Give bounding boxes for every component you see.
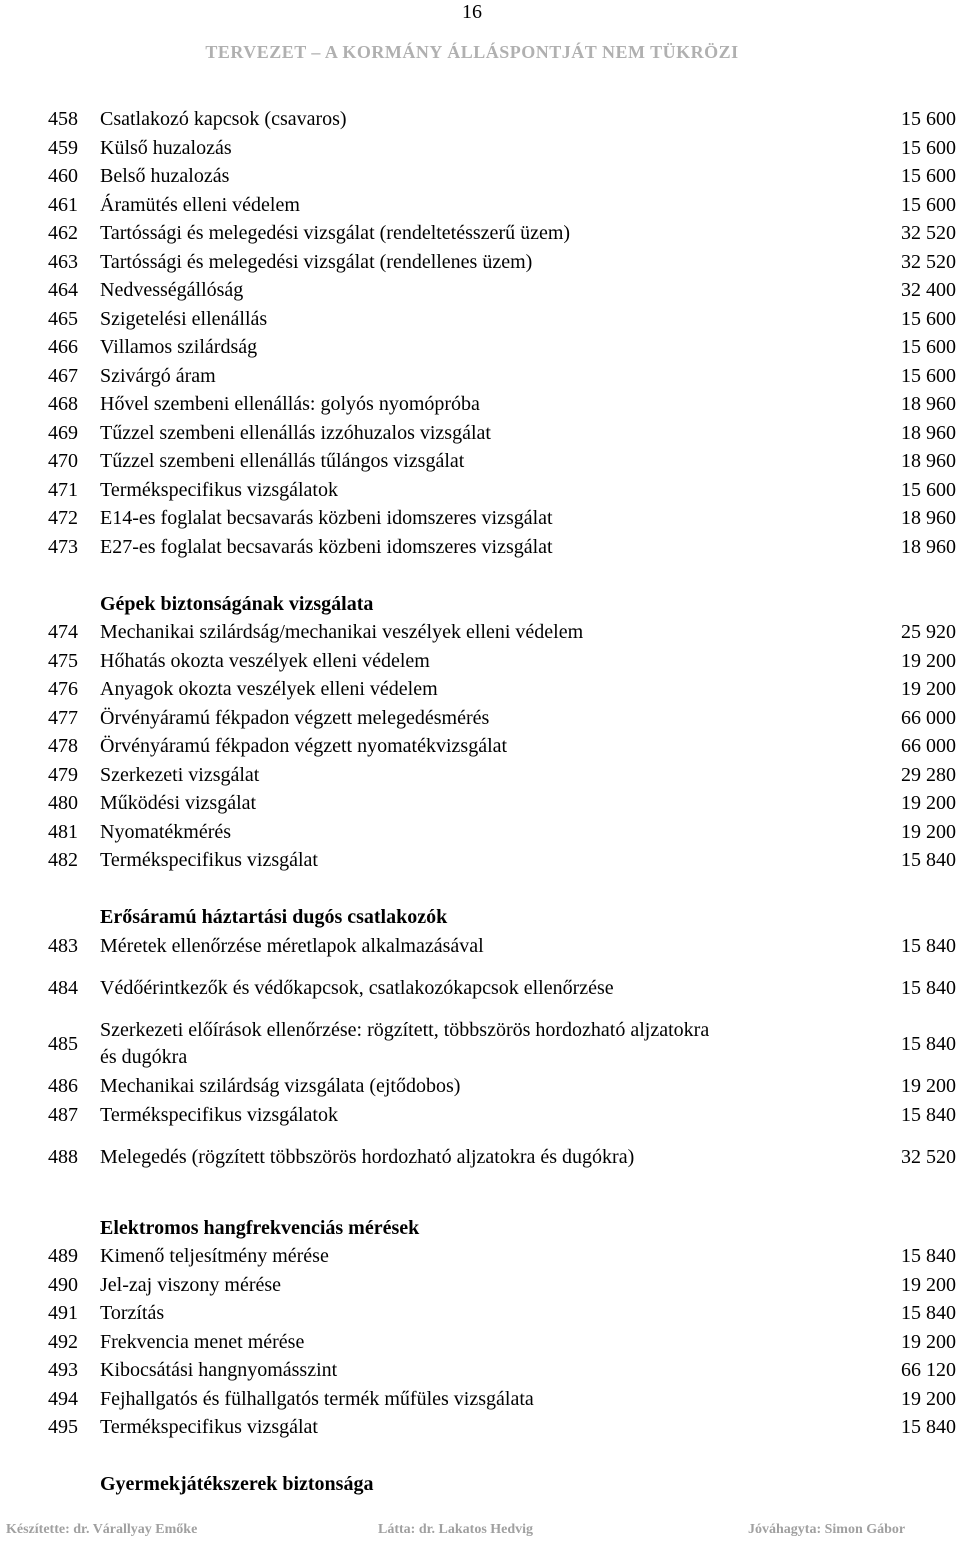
item-description: Melegedés (rögzített többszörös hordozható aljzatokra és dugókra) [100,1145,635,1168]
item-price: 66 000 [901,735,956,757]
item-price: 25 920 [901,621,956,643]
item-number: 493 [48,1359,78,1381]
item-price: 32 520 [901,250,956,273]
item-price: 29 280 [901,763,956,786]
item-description: Működési vizsgálat [100,792,257,814]
item-number: 490 [48,1273,78,1296]
item-number: 484 [48,976,78,999]
table-row [0,191,960,220]
item-description: Szerkezeti vizsgálat [100,763,260,786]
item-price: 18 960 [901,393,956,415]
table-row [0,761,960,790]
item-description: Termékspecifikus vizsgálatok [100,1103,338,1126]
item-number: 486 [48,1075,78,1097]
table-row [0,789,960,818]
item-price: 19 200 [901,792,956,814]
item-price: 18 960 [901,535,956,558]
item-number: 471 [48,478,78,501]
item-number: 458 [48,108,78,130]
footer [0,1520,960,1542]
table-row [0,447,960,476]
table-row [0,1328,960,1357]
table-row [0,1413,960,1442]
item-price: 15 600 [901,336,956,358]
price-list [0,105,960,1498]
item-price: 66 120 [901,1359,956,1381]
table-row [0,618,960,647]
item-description: Villamos szilárdság [100,336,258,358]
item-description: E27-es foglalat becsavarás közbeni idomszeres vizsgálat [100,535,553,558]
table-row [0,419,960,448]
item-description: Nyomatékmérés [100,820,232,843]
item-number: 473 [48,535,78,558]
item-number: 483 [48,934,78,957]
item-number: 489 [48,1245,78,1267]
item-price: 19 200 [901,649,956,672]
table-row [0,390,960,419]
table-row [0,476,960,505]
footer-prepared-by: Készítette: dr. Várallyay Emőke [6,1522,198,1537]
table-row [0,818,960,847]
item-number: 482 [48,849,78,871]
item-number: 480 [48,792,78,814]
section-heading: Elektromos hangfrekvenciás mérések [100,1216,420,1239]
item-price: 18 960 [901,507,956,529]
item-description: Fejhallgatós és fülhallgatós termék műfüles vizsgálata [100,1387,534,1410]
table-row [0,846,960,875]
item-description: Tűzzel szembeni ellenállás tűlángos vizsgálat [100,450,465,472]
item-description: Tűzzel szembeni ellenállás izzóhuzalos vizsgálat [100,421,491,444]
item-price: 32 400 [901,279,956,301]
item-description: Méretek ellenőrzése méretlapok alkalmazásával [100,934,484,957]
table-row [0,105,960,134]
item-price: 19 200 [901,1075,956,1097]
item-description: Külső huzalozás [100,136,232,159]
item-number: 479 [48,763,78,786]
item-price: 15 840 [901,1245,956,1267]
item-price: 15 840 [901,1032,956,1055]
item-number: 485 [48,1032,78,1055]
table-row [0,732,960,761]
item-price: 18 960 [901,450,956,472]
item-description: Jel-zaj viszony mérése [100,1273,282,1296]
section-heading: Erősáramú háztartási dugós csatlakozók [100,906,448,928]
item-number: 460 [48,165,78,187]
item-price: 15 600 [901,307,956,330]
item-number: 491 [48,1302,78,1324]
item-price: 66 000 [901,706,956,729]
item-description: Termékspecifikus vizsgálatok [100,478,338,501]
item-number: 469 [48,421,78,444]
item-number: 462 [48,222,78,244]
item-description: Szivárgó áram [100,364,216,387]
item-number: 478 [48,735,78,757]
table-row [0,362,960,391]
item-description: Termékspecifikus vizsgálat [100,849,318,871]
item-price: 15 840 [901,1302,956,1324]
table-row [0,1072,960,1101]
item-price: 15 840 [901,934,956,957]
table-row [0,162,960,191]
item-number: 470 [48,450,78,472]
table-row [0,1242,960,1271]
item-number: 464 [48,279,78,301]
item-description: Nedvességállóság [100,279,244,301]
item-price: 19 200 [901,820,956,843]
item-description: Termékspecifikus vizsgálat [100,1416,318,1438]
item-number: 488 [48,1145,78,1168]
item-description: Mechanikai szilárdság/mechanikai veszélyek elleni védelem [100,621,584,643]
table-row [0,647,960,676]
item-price: 19 200 [901,1273,956,1296]
page-number: 16 [462,1,482,23]
item-description: Örvényáramú fékpadon végzett melegedésmérés [100,706,490,729]
table-row [0,1385,960,1414]
item-number: 459 [48,136,78,159]
item-number: 477 [48,706,78,729]
footer-approved-by: Jóváhagyta: Simon Gábor [748,1522,906,1537]
item-description: Csatlakozó kapcsok (csavaros) [100,108,347,130]
item-price: 15 600 [901,165,956,187]
item-number: 475 [48,649,78,672]
item-number: 476 [48,678,78,700]
item-description: Tartóssági és melegedési vizsgálat (rendellenes üzem) [100,250,533,273]
table-row [0,1299,960,1328]
item-price: 15 600 [901,108,956,130]
section-heading: Gyermekjátékszerek biztonsága [100,1472,374,1495]
table-row [0,704,960,733]
item-price: 19 200 [901,1387,956,1410]
table-row [0,305,960,334]
item-price: 15 600 [901,193,956,216]
item-price: 18 960 [901,421,956,444]
item-description: Frekvencia menet mérése [100,1330,305,1353]
item-number: 472 [48,507,78,529]
item-description: Hőhatás okozta veszélyek elleni védelem [100,649,430,672]
table-row [0,276,960,305]
item-description: Kibocsátási hangnyomásszint [100,1359,338,1381]
item-number: 461 [48,193,78,216]
item-number: 495 [48,1416,78,1438]
item-number: 468 [48,393,78,415]
table-row [0,675,960,704]
table-row [0,134,960,163]
item-description: Védőérintkezők és védőkapcsok, csatlakozókapcsok ellenőrzése [100,976,614,999]
table-row [0,1016,960,1072]
item-number: 492 [48,1330,78,1353]
item-price: 15 600 [901,478,956,501]
item-number: 481 [48,820,78,843]
item-number: 466 [48,336,78,358]
item-description: Tartóssági és melegedési vizsgálat (rendeltetésszerű üzem) [100,222,571,244]
table-row [0,533,960,562]
table-row [0,960,960,1016]
item-number: 487 [48,1103,78,1126]
item-description: Belső huzalozás [100,165,230,187]
table-row [0,248,960,277]
item-description: Szerkezeti előírások ellenőrzése: rögzített, többszörös hordozható aljzatokra és dugókra [100,1019,710,1068]
item-number: 494 [48,1387,78,1410]
item-price: 19 200 [901,1330,956,1353]
item-number: 474 [48,621,78,643]
item-description: Anyagok okozta veszélyek elleni védelem [100,678,438,700]
item-number: 465 [48,307,78,330]
table-row [0,1356,960,1385]
table-row [0,333,960,362]
item-price: 15 840 [901,849,956,871]
section-heading: Gépek biztonságának vizsgálata [100,592,374,615]
table-row [0,1101,960,1130]
table-row [0,219,960,248]
draft-watermark: TERVEZET – A KORMÁNY ÁLLÁSPONTJÁT NEM TÜKRÖZI [205,42,739,62]
item-price: 32 520 [901,1145,956,1168]
item-price: 15 600 [901,364,956,387]
table-row [0,1129,960,1185]
item-price: 32 520 [901,222,956,244]
item-price: 15 840 [901,1103,956,1126]
item-description: Kimenő teljesítmény mérése [100,1245,329,1267]
table-row [0,504,960,533]
item-number: 467 [48,364,78,387]
item-description: E14-es foglalat becsavarás közbeni idomszeres vizsgálat [100,507,553,529]
footer-reviewed-by: Látta: dr. Lakatos Hedvig [378,1522,534,1537]
item-description: Örvényáramú fékpadon végzett nyomatékvizsgálat [100,735,508,757]
item-description: Szigetelési ellenállás [100,307,268,330]
item-description: Torzítás [100,1302,165,1324]
item-description: Mechanikai szilárdság vizsgálata (ejtődobos) [100,1075,461,1097]
item-price: 19 200 [901,678,956,700]
item-number: 463 [48,250,78,273]
item-description: Hővel szembeni ellenállás: golyós nyomópróba [100,393,480,415]
item-price: 15 600 [901,136,956,159]
table-row [0,932,960,961]
table-row [0,1271,960,1300]
item-price: 15 840 [901,976,956,999]
item-description: Áramütés elleni védelem [100,193,300,216]
item-price: 15 840 [901,1416,956,1438]
